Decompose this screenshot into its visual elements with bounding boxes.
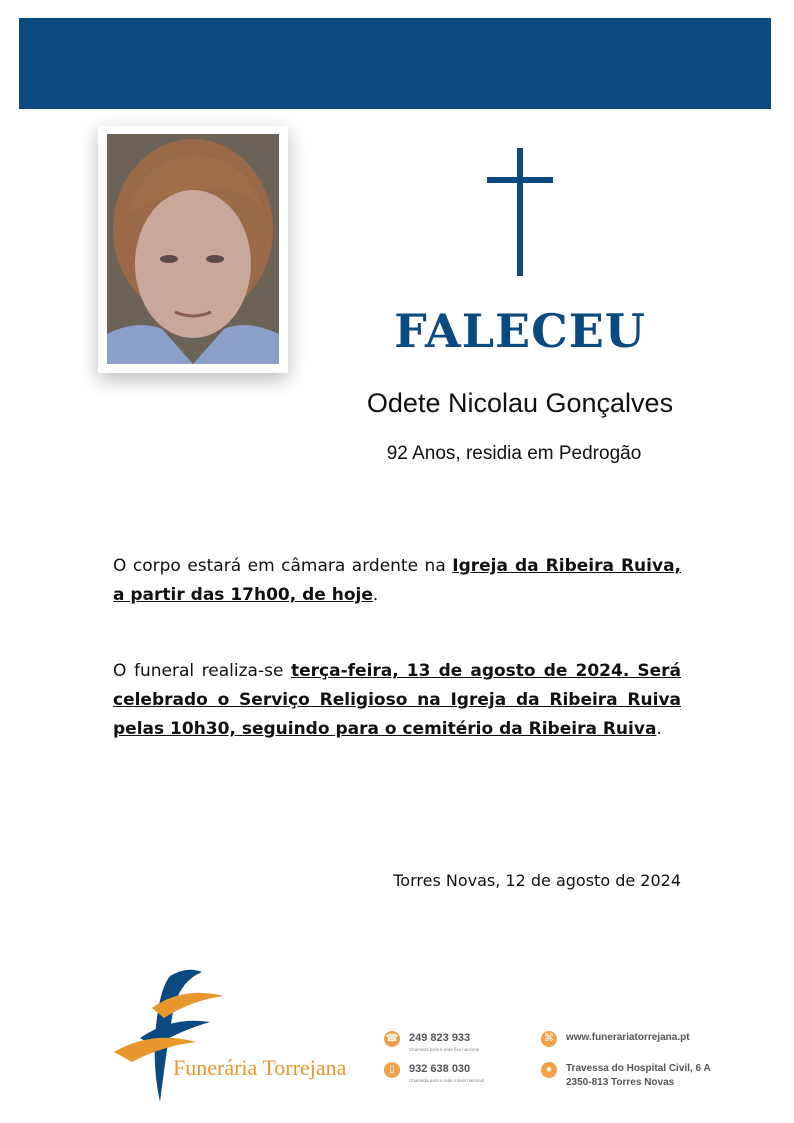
top-banner — [19, 18, 771, 109]
funeraria-logo-icon — [112, 966, 342, 1106]
mobile-icon: ▯ — [384, 1062, 400, 1078]
page-title: FALECEU — [394, 304, 646, 358]
address-line-2: 2350-813 Torres Novas — [566, 1077, 675, 1088]
wake-paragraph: O corpo estará em câmara ardente na Igreja da Ribeira Ruiva, a partir das 17h00, de hoje. — [113, 556, 681, 605]
phone-mobile-note: Chamada para a rede móvel nacional — [409, 1078, 485, 1083]
phone-landline-note: Chamada para a rede fixa nacional — [409, 1047, 480, 1052]
address-line-1: Travessa do Hospital Civil, 6 A — [566, 1063, 711, 1074]
dateline: Torres Novas, 12 de agosto de 2024 — [393, 871, 681, 890]
latin-cross-icon — [487, 148, 553, 276]
phone-landline[interactable]: 249 823 933 — [409, 1032, 471, 1044]
globe-icon: ⌘ — [541, 1031, 557, 1047]
funeral-paragraph: O funeral realiza-se terça-feira, 13 de agosto de 2024. Será celebrado o Serviço Religioso na Igreja da Ribeira Ruiva pelas 10h30, seguindo para o cemitério da Ribeira Ruiva. — [113, 661, 682, 739]
phone-icon: ☎ — [384, 1031, 400, 1047]
brand-name: Funerária Torrejana — [173, 1055, 347, 1080]
deceased-name: Odete Nicolau Gonçalves — [366, 388, 674, 418]
deceased-age-residence: 92 Anos, residia em Pedrogão — [386, 443, 642, 464]
phone-mobile[interactable]: 932 638 030 — [409, 1063, 471, 1075]
location-pin-icon: ● — [541, 1062, 557, 1078]
portrait-photo — [98, 126, 288, 373]
website-link[interactable]: www.funerariatorrejana.pt — [566, 1032, 690, 1043]
